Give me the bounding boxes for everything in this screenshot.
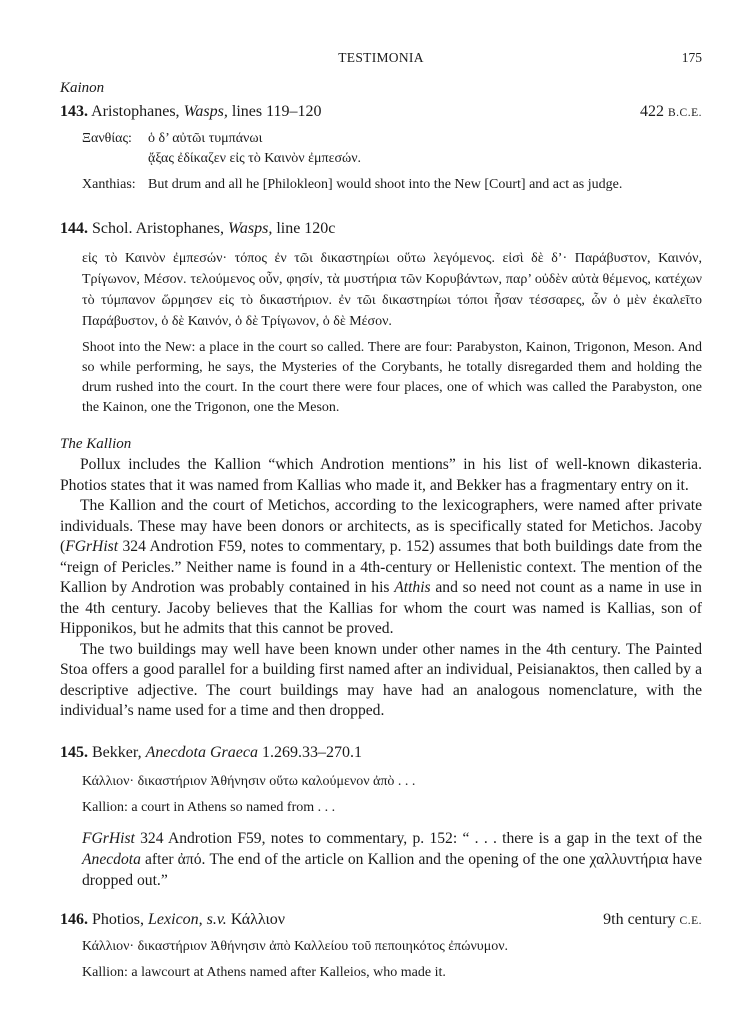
citation-title: FGrHist [65, 538, 119, 555]
translation-text: Kallion: a court in Athens so named from . . . [82, 799, 336, 815]
translation [82, 175, 702, 195]
entry-date-era: B.C.E. [668, 107, 702, 119]
entry-source-ref: line 120c [276, 220, 336, 237]
entry-source-ref: Κάλλιον [230, 910, 286, 928]
paragraph-text: The Kallion and the court of Metichos, according to the lexicographers, were named after private individuals. These may have been donors or architects, as is specifically stated for Metichos. Jacoby ( [60, 497, 702, 555]
entry-source-author: Bekker, [92, 743, 142, 761]
greek-text: Κάλλιον· δικαστήριον Ἀθήνησιν οὕτω καλούμενον ἀπὸ . . . [82, 773, 416, 789]
entry-source-work: Wasps, [183, 103, 228, 120]
entry-146-heading [60, 911, 702, 929]
note-text: 324 Androtion F59, notes to commentary, p. 152: “ . . . there is a gap in the text of the [134, 829, 702, 847]
paragraph [60, 496, 702, 640]
running-title: TESTIMONIA [338, 50, 424, 65]
entry-source-author: Aristophanes, [91, 103, 180, 120]
entry-145-heading [60, 744, 702, 762]
section-heading-kainon: Kainon [60, 80, 105, 96]
entry-source-ref: lines 119–120 [231, 103, 322, 120]
entry-date [603, 911, 702, 929]
entry-source-work: Lexicon, s.v. [148, 910, 227, 928]
greek-text: εἰς τὸ Καινὸν ἐμπεσών· τόπος ἐν τῶι δικαστηρίωι οὕτω λεγόμενος. εἰσὶ δὲ δ’· Παράβυστον, Καινόν, Τρίγωνον, Μέσον. τελούμενος οὖν, φησίν, τὰ μυστήρια τῶν Κορυβάντων, παρ’ οὐδὲν αὐτὰ θέμενος, κατέχων τὸ τύμπανον ὥρμησεν εἰς τὸ δικαστήριον. ἐν τῶι δικαστηρίωι τόποι ἦσαν τέσσαρες, ὧν ὁ μὲν ἐκαλεῖτο Παράβυστον, ὁ δὲ Καινόν, ὁ δὲ Τρίγωνον, ὁ δὲ Μέσον. [82, 251, 702, 329]
entry-number: 144. [60, 220, 88, 237]
entry-date-year: 422 [640, 103, 664, 120]
entry-source-ref: 1.269.33–270.1 [261, 743, 362, 761]
section-heading-kallion: The Kallion [60, 436, 132, 452]
paragraph: The two buildings may well have been known under other names in the 4th century. The Painted Stoa offers a good parallel for a building first named after an individual, Peisianaktos, then called by a descriptive adjective. The court buildings may have had an analogous nomenclature, with the individual’s name used for a time and then dropped. [60, 640, 702, 719]
citation-title: Anecdota [82, 850, 141, 868]
entry-number: 145. [60, 743, 88, 761]
entry-source-author: Photios, [92, 910, 145, 928]
entry-source-author: Schol. Aristophanes, [92, 220, 224, 237]
citation-title: FGrHist [82, 829, 135, 847]
entry-source-work: Wasps, [228, 220, 273, 237]
translation-text: Kallion: a lawcourt at Athens named after Kalleios, who made it. [82, 964, 446, 980]
translation-text: Shoot into the New: a place in the court so called. There are four: Parabyston, Kainon, Trigonon, Meson. And so while performing, he says, the Mysteries of the Corybants, he totally disregarded them and holding the drum rushed into the court. In the court there were four places, one of which was called the Parabyston, one the Kainon, one the Trigonon, one the Meson. [82, 340, 702, 415]
note-text: after ἀπό. The end of the article on Kallion and the opening of the one χαλλυντήρια have dropped out.” [82, 850, 702, 889]
entry-date-era: C.E. [679, 914, 702, 927]
paragraph: Pollux includes the Kallion “which Androtion mentions” in his list of well-known dikasteria. Photios states that it was named from Kallias who made it, and Bekker has a fragmentary entry on it. [60, 456, 702, 494]
paragraph-text: and so need not count as a name in use in the 4th century. Jacoby believes that the Kallias for whom the court was named is Kallias, son of Hipponikos, but he admits that this cannot be proved. [60, 579, 702, 637]
running-head [60, 50, 702, 72]
translation-speaker: Xanthias: [82, 177, 136, 192]
note [82, 828, 702, 891]
entry-144-heading [60, 220, 702, 238]
entry-143-heading [60, 103, 702, 121]
entry-source-work: Anecdota Graeca [145, 743, 258, 761]
entry-date [640, 103, 702, 121]
greek-speaker: Ξανθίας: [82, 131, 132, 146]
greek-line: ὁ δ’ αὐτῶι τυμπάνωι [148, 131, 263, 146]
page-number: 175 [681, 50, 702, 65]
citation-title: Atthis [394, 579, 431, 596]
entry-number: 146. [60, 910, 88, 928]
page [60, 50, 702, 983]
entry-number: 143. [60, 103, 88, 120]
greek-text: Κάλλιον· δικαστήριον Ἀθήνησιν ἀπὸ Καλλείου τοῦ πεποιηκότος ἐπώνυμον. [82, 938, 509, 954]
paragraph-text: 324 Androtion F59, notes to commentary, p. 152) assumes that both buildings date from the “reign of Pericles.” Neither name is found in a 4th-century or Hellenistic context. The mention of the Kallion by Androtion was probably contained in his [60, 538, 702, 596]
translation-text: But drum and all he [Philokleon] would shoot into the New [Court] and act as judge. [148, 177, 623, 192]
entry-date-year: 9th century [603, 910, 676, 928]
greek-verse [82, 129, 702, 169]
greek-line: ᾄξας ἐδίκαζεν εἰς τὸ Καινὸν ἐμπεσών. [148, 151, 362, 166]
